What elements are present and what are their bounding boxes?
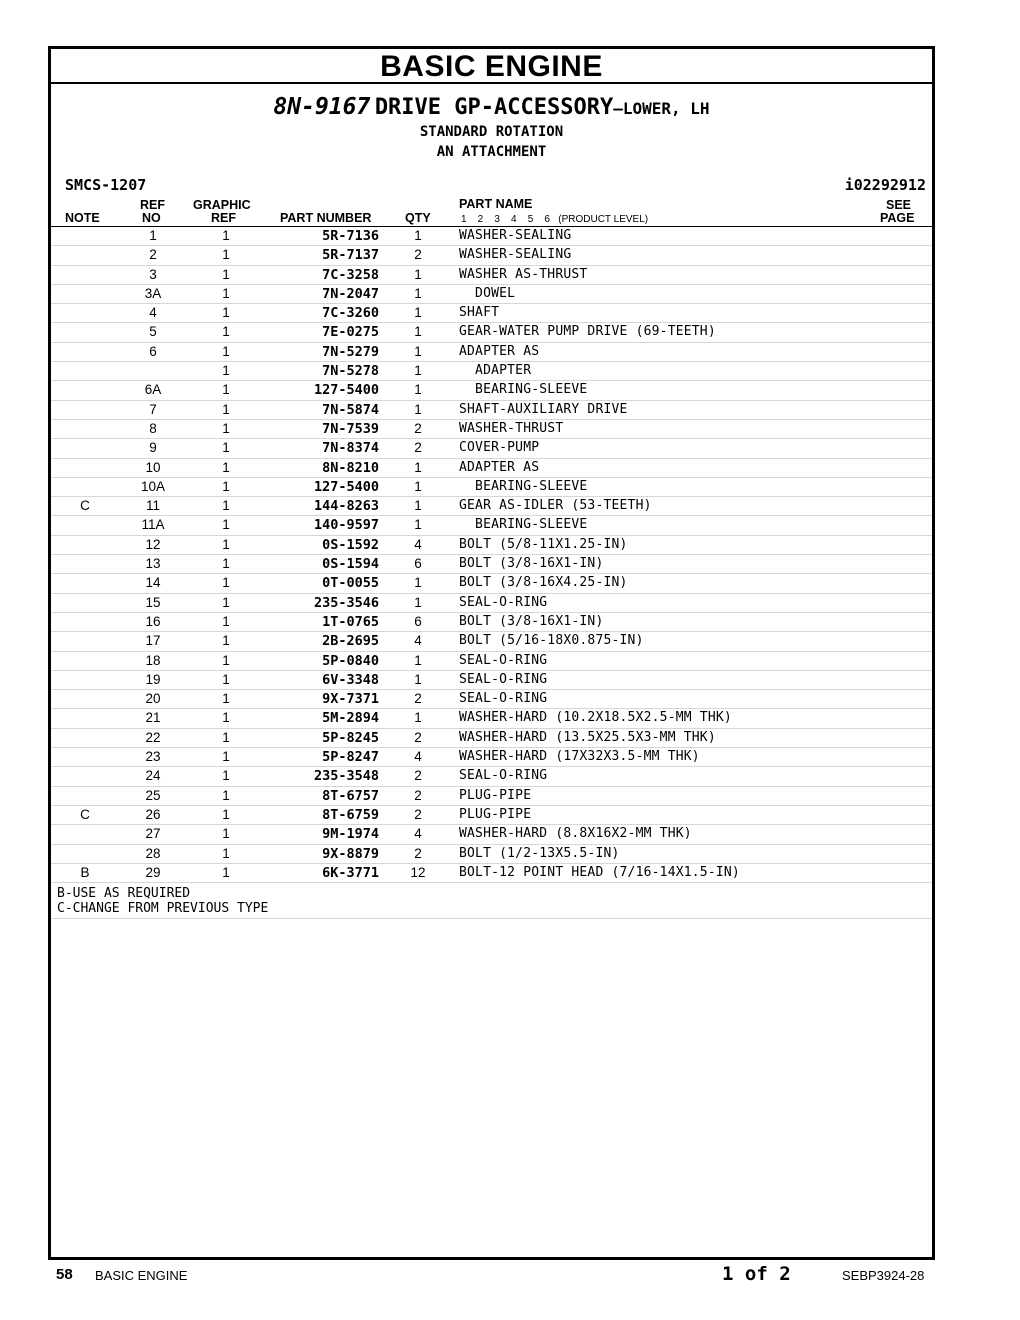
row-graphic-ref: 1 (222, 671, 230, 687)
row-graphic-ref: 1 (222, 826, 230, 842)
document-number: SEBP3924-28 (842, 1268, 925, 1283)
row-qty: 2 (414, 729, 422, 745)
row-qty: 1 (414, 324, 422, 340)
row-note: C (80, 806, 90, 822)
row-ref-no: 5 (149, 324, 157, 340)
row-part-number: 5M-2894 (322, 710, 379, 727)
row-part-number: 8T-6759 (322, 806, 379, 823)
row-part-number: 8T-6757 (322, 787, 379, 804)
row-ref-no: 24 (145, 768, 161, 784)
table-row (51, 594, 932, 613)
row-part-number: 7C-3258 (322, 266, 379, 283)
row-qty: 1 (414, 363, 422, 379)
table-row (51, 613, 932, 632)
row-ref-no: 13 (145, 556, 161, 572)
row-part-name: GEAR AS-IDLER (53-TEETH) (459, 498, 652, 514)
col-see-top: SEE (886, 198, 912, 212)
row-part-number: 5P-8245 (322, 729, 379, 746)
smcs-code: SMCS-1207 (65, 176, 147, 194)
row-qty: 1 (414, 343, 422, 359)
row-part-number: 7N-5874 (322, 401, 379, 418)
row-graphic-ref: 1 (222, 305, 230, 321)
row-part-number: 9X-8879 (322, 845, 379, 862)
row-ref-no: 11 (145, 498, 160, 514)
row-ref-no: 10A (140, 478, 166, 494)
col-note: NOTE (65, 211, 100, 225)
group-line-2: AN ATTACHMENT (436, 144, 547, 160)
table-row (51, 690, 932, 709)
row-graphic-ref: 1 (222, 498, 230, 514)
table-row (51, 632, 932, 651)
row-part-name: BEARING-SLEEVE (459, 382, 588, 398)
row-graphic-ref: 1 (222, 691, 230, 707)
row-graphic-ref: 1 (222, 845, 230, 861)
table-row (51, 709, 932, 728)
row-part-name: BOLT (1/2-13X5.5-IN) (459, 845, 620, 861)
table-row (51, 536, 932, 555)
row-part-number: 5P-8247 (322, 749, 379, 766)
row-part-name: PLUG-PIPE (459, 787, 532, 803)
row-ref-no: 2 (149, 247, 157, 263)
row-qty: 2 (414, 420, 422, 436)
row-graphic-ref: 1 (222, 633, 230, 649)
table-row (51, 266, 932, 285)
row-part-name: BOLT (3/8-16X1-IN) (459, 613, 604, 629)
group-name: DRIVE GP-ACCESSORY (374, 95, 614, 120)
row-part-name: SEAL-O-RING (459, 671, 548, 687)
row-ref-no: 7 (149, 401, 157, 417)
row-graphic-ref: 1 (222, 363, 230, 379)
row-part-name: BOLT (3/8-16X1-IN) (459, 556, 604, 572)
row-graphic-ref: 1 (222, 864, 230, 880)
table-row (51, 246, 932, 265)
col-graphic-top: GRAPHIC (193, 198, 251, 212)
row-part-name: SEAL-O-RING (459, 768, 548, 784)
row-part-number: 235-3548 (313, 768, 379, 785)
table-row (51, 420, 932, 439)
row-qty: 1 (414, 305, 422, 321)
table-row (51, 516, 932, 535)
table-row (51, 767, 932, 786)
row-part-name: BOLT (5/16-18X0.875-IN) (459, 633, 644, 649)
table-row (51, 304, 932, 323)
row-ref-no: 20 (145, 691, 161, 707)
row-qty: 1 (414, 671, 422, 687)
row-graphic-ref: 1 (222, 517, 230, 533)
row-qty: 2 (414, 845, 422, 861)
row-ref-no: 23 (145, 749, 161, 765)
row-part-name: GEAR-WATER PUMP DRIVE (69-TEETH) (459, 324, 716, 340)
table-row (51, 343, 932, 362)
table-row (51, 729, 932, 748)
row-ref-no: 3 (149, 266, 157, 282)
row-qty: 2 (414, 806, 422, 822)
table-row (51, 671, 932, 690)
col-part-number: PART NUMBER (280, 211, 372, 225)
row-part-name: COVER-PUMP (459, 440, 540, 456)
row-ref-no: 3A (144, 285, 162, 301)
row-part-name: BEARING-SLEEVE (459, 478, 588, 494)
id-bar (51, 172, 932, 198)
col-part-name: PART NAME (459, 197, 533, 211)
table-header (51, 198, 932, 227)
col-ref-top: REF (140, 198, 165, 212)
group-title (51, 92, 932, 122)
row-ref-no: 14 (145, 575, 161, 591)
col-see-bottom: PAGE (880, 211, 915, 225)
row-part-number: 6K-3771 (322, 864, 379, 881)
row-part-name: WASHER-SEALING (459, 228, 572, 243)
row-qty: 1 (414, 478, 422, 494)
note-c: C-CHANGE FROM PREVIOUS TYPE (57, 901, 269, 917)
row-qty: 2 (414, 768, 422, 784)
row-ref-no: 28 (145, 845, 161, 861)
table-row (51, 652, 932, 671)
row-part-name: ADAPTER (459, 363, 532, 379)
row-qty: 1 (414, 594, 422, 610)
row-part-name: WASHER-HARD (13.5X25.5X3-MM THK) (459, 729, 716, 745)
row-qty: 6 (414, 556, 422, 572)
row-ref-no: 6 (149, 343, 157, 359)
row-part-number: 0S-1594 (322, 556, 379, 573)
row-part-number: 2B-2695 (322, 633, 379, 650)
row-qty: 12 (410, 864, 426, 880)
row-qty: 4 (414, 749, 422, 765)
row-part-number: 0S-1592 (322, 536, 379, 553)
row-ref-no: 22 (145, 729, 161, 745)
row-part-number: 5R-7136 (322, 228, 379, 244)
row-qty: 1 (414, 517, 422, 533)
row-part-name: WASHER-THRUST (459, 420, 564, 436)
row-part-number: 6V-3348 (322, 671, 379, 688)
row-ref-no: 15 (145, 594, 161, 610)
row-part-number: 127-5400 (313, 478, 379, 495)
row-qty: 6 (414, 613, 422, 629)
row-ref-no: 16 (145, 613, 161, 629)
row-graphic-ref: 1 (222, 806, 230, 822)
row-qty: 1 (414, 710, 422, 726)
note-b: B-USE AS REQUIRED (57, 886, 191, 902)
row-part-number: 235-3546 (313, 594, 379, 611)
row-graphic-ref: 1 (222, 613, 230, 629)
row-part-number: 0T-0055 (322, 575, 379, 592)
row-graphic-ref: 1 (222, 228, 230, 243)
row-graphic-ref: 1 (222, 382, 230, 398)
row-qty: 2 (414, 787, 422, 803)
page-frame (48, 46, 935, 1260)
row-part-number: 7N-5279 (322, 343, 379, 360)
row-graphic-ref: 1 (222, 710, 230, 726)
row-part-number: 7C-3260 (322, 305, 379, 322)
page-of: 1 of 2 (722, 1263, 791, 1285)
row-ref-no: 19 (145, 671, 161, 687)
row-part-name: SEAL-O-RING (459, 652, 548, 668)
row-qty: 1 (414, 575, 422, 591)
table-row (51, 806, 932, 825)
row-part-number: 7N-2047 (322, 285, 379, 302)
row-part-number: 7E-0275 (322, 324, 379, 341)
row-part-name: PLUG-PIPE (459, 806, 532, 822)
row-part-name: SEAL-O-RING (459, 691, 548, 707)
row-part-name: BOLT (5/8-11X1.25-IN) (459, 536, 628, 552)
row-qty: 4 (414, 536, 422, 552)
row-graphic-ref: 1 (222, 401, 230, 417)
row-graphic-ref: 1 (222, 536, 230, 552)
row-graphic-ref: 1 (222, 459, 230, 475)
row-ref-no: 4 (149, 305, 157, 321)
row-ref-no: 11A (141, 517, 165, 533)
section-title: BASIC ENGINE (51, 49, 932, 84)
table-row (51, 401, 932, 420)
parts-table-body (51, 227, 932, 883)
row-qty: 1 (414, 401, 422, 417)
row-part-number: 8N-8210 (322, 459, 379, 476)
row-graphic-ref: 1 (222, 652, 230, 668)
table-row (51, 459, 932, 478)
row-ref-no: 25 (145, 787, 161, 803)
row-graphic-ref: 1 (222, 324, 230, 340)
row-qty: 4 (414, 633, 422, 649)
row-part-name: WASHER-HARD (17X32X3.5-MM THK) (459, 749, 700, 765)
row-qty: 1 (414, 498, 422, 514)
group-line-1: STANDARD ROTATION (419, 124, 564, 140)
row-qty: 1 (414, 652, 422, 668)
group-part-number: 8N-9167 (273, 94, 371, 120)
info-id: i02292912 (844, 176, 926, 194)
row-ref-no: 9 (149, 440, 157, 456)
row-part-name: DOWEL (459, 285, 516, 301)
row-note: C (80, 498, 90, 514)
row-part-name: BOLT (3/8-16X4.25-IN) (459, 575, 628, 591)
row-qty: 1 (414, 266, 422, 282)
row-qty: 1 (414, 459, 422, 475)
table-row (51, 323, 932, 342)
row-part-name: WASHER-HARD (10.2X18.5X2.5-MM THK) (459, 710, 732, 726)
row-qty: 1 (414, 285, 422, 301)
row-part-name: BEARING-SLEEVE (459, 517, 588, 533)
row-part-number: 144-8263 (313, 498, 379, 515)
row-part-number: 7N-5278 (322, 363, 379, 380)
table-row (51, 864, 932, 883)
notes-block (51, 883, 932, 919)
footer-section: BASIC ENGINE (95, 1268, 188, 1283)
row-part-number: 7N-8374 (322, 440, 379, 457)
row-ref-no: 8 (149, 420, 157, 436)
row-part-name: SHAFT-AUXILIARY DRIVE (459, 401, 628, 417)
col-product-level: 1 2 3 4 5 6 (PRODUCT LEVEL) (461, 214, 649, 225)
row-qty: 2 (414, 691, 422, 707)
row-part-name: ADAPTER AS (459, 459, 540, 475)
row-part-number: 7N-7539 (322, 420, 379, 437)
table-row (51, 574, 932, 593)
row-part-number: 140-9597 (313, 517, 379, 534)
table-row (51, 285, 932, 304)
col-qty: QTY (405, 211, 431, 225)
row-qty: 2 (414, 440, 422, 456)
row-graphic-ref: 1 (222, 729, 230, 745)
row-ref-no: 21 (145, 710, 161, 726)
row-graphic-ref: 1 (222, 594, 230, 610)
row-ref-no: 27 (145, 826, 161, 842)
row-qty: 2 (414, 247, 422, 263)
row-part-number: 5R-7137 (322, 247, 379, 264)
table-row (51, 845, 932, 864)
row-graphic-ref: 1 (222, 556, 230, 572)
row-qty: 4 (414, 826, 422, 842)
row-ref-no: 17 (145, 633, 161, 649)
row-note: B (80, 864, 90, 880)
row-part-number: 9X-7371 (322, 691, 379, 708)
row-graphic-ref: 1 (222, 478, 230, 494)
row-graphic-ref: 1 (222, 285, 230, 301)
table-row (51, 381, 932, 400)
row-ref-no: 26 (145, 806, 161, 822)
row-ref-no: 18 (145, 652, 161, 668)
row-part-name: WASHER AS-THRUST (459, 266, 588, 282)
table-row (51, 478, 932, 497)
table-row (51, 748, 932, 767)
row-part-name: ADAPTER AS (459, 343, 540, 359)
table-row (51, 555, 932, 574)
row-part-name: BOLT-12 POINT HEAD (7/16-14X1.5-IN) (459, 864, 740, 880)
row-part-number: 1T-0765 (322, 613, 379, 630)
table-row (51, 825, 932, 844)
row-part-name: WASHER-HARD (8.8X16X2-MM THK) (459, 826, 692, 842)
row-qty: 1 (414, 382, 422, 398)
row-graphic-ref: 1 (222, 768, 230, 784)
page-number: 58 (56, 1266, 73, 1283)
col-ref-bottom: NO (142, 211, 161, 225)
table-row (51, 439, 932, 458)
row-part-number: 127-5400 (313, 382, 379, 399)
row-part-name: WASHER-SEALING (459, 247, 572, 263)
row-graphic-ref: 1 (222, 266, 230, 282)
table-row (51, 787, 932, 806)
table-row (51, 362, 932, 381)
table-row (51, 227, 932, 246)
page-footer (0, 1263, 1020, 1290)
row-graphic-ref: 1 (222, 247, 230, 263)
row-ref-no: 12 (145, 536, 161, 552)
row-part-number: 9M-1974 (322, 826, 379, 843)
row-graphic-ref: 1 (222, 343, 230, 359)
group-name-suffix: —LOWER, LH (613, 99, 710, 118)
row-part-name: SEAL-O-RING (459, 594, 548, 610)
row-ref-no: 10 (145, 459, 161, 475)
row-graphic-ref: 1 (222, 575, 230, 591)
row-qty: 1 (414, 228, 422, 243)
row-graphic-ref: 1 (222, 749, 230, 765)
row-ref-no: 29 (145, 864, 161, 880)
row-ref-no: 6A (144, 382, 162, 398)
row-graphic-ref: 1 (222, 787, 230, 803)
row-part-number: 5P-0840 (322, 652, 379, 669)
table-row (51, 497, 932, 516)
col-graphic-bottom: REF (211, 211, 236, 225)
row-ref-no: 1 (149, 228, 157, 243)
row-graphic-ref: 1 (222, 440, 230, 456)
row-part-name: SHAFT (459, 305, 500, 321)
row-graphic-ref: 1 (222, 420, 230, 436)
